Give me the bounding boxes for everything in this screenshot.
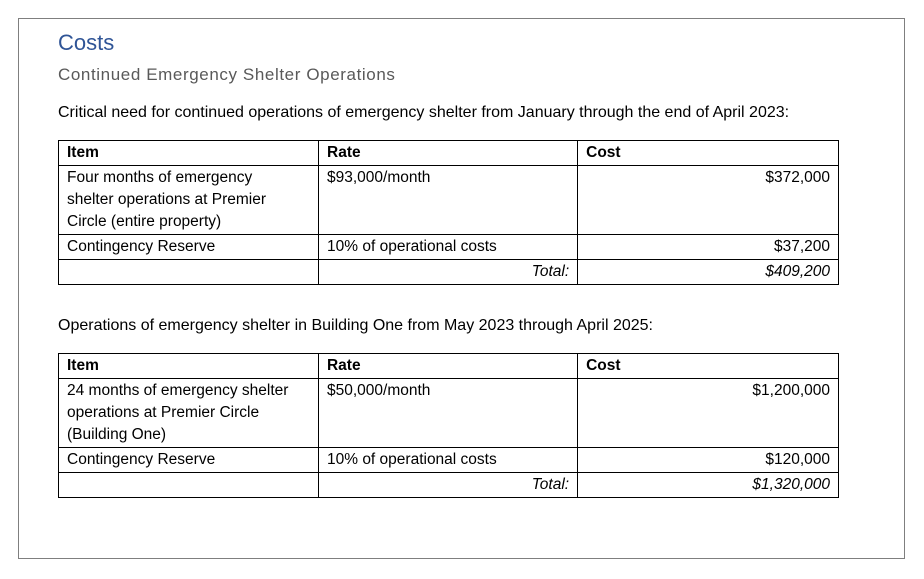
total-label: Total: [319, 260, 578, 285]
total-value: $1,320,000 [578, 473, 839, 498]
total-row [59, 473, 839, 498]
header-item: Item [59, 354, 319, 379]
row-item: 24 months of emergency shelter operations at Premier Circle (Building One) [59, 379, 319, 448]
header-cost: Cost [578, 141, 839, 166]
page-subtitle: Continued Emergency Shelter Operations [58, 65, 396, 84]
table-row [59, 448, 839, 473]
total-label: Total: [318, 473, 577, 498]
row-rate: $93,000/month [319, 166, 578, 235]
row-item: Four months of emergency shelter operations at Premier Circle (entire property) [59, 166, 319, 235]
total-row [59, 260, 839, 285]
table-header-row [59, 141, 839, 166]
row-rate: $50,000/month [318, 379, 577, 448]
cost-table-1 [58, 140, 839, 285]
row-cost: $120,000 [578, 448, 839, 473]
total-empty-cell [59, 260, 319, 285]
table-header-row [59, 354, 839, 379]
page-title: Costs [58, 30, 115, 55]
header-cost: Cost [578, 354, 839, 379]
row-cost: $372,000 [578, 166, 839, 235]
header-rate: Rate [319, 141, 578, 166]
row-item: Contingency Reserve [59, 448, 319, 473]
row-item: Contingency Reserve [59, 235, 319, 260]
cost-table-2 [58, 353, 839, 498]
total-value: $409,200 [578, 260, 839, 285]
table-row [59, 166, 839, 235]
row-cost: $37,200 [578, 235, 839, 260]
total-empty-cell [59, 473, 319, 498]
header-rate: Rate [318, 354, 577, 379]
header-item: Item [59, 141, 319, 166]
table-row [59, 379, 839, 448]
table-row [59, 235, 839, 260]
row-rate: 10% of operational costs [318, 448, 577, 473]
section1-intro: Critical need for continued operations of emergency shelter from January through the end of April 2023: [58, 104, 790, 121]
row-cost: $1,200,000 [578, 379, 839, 448]
section2-intro: Operations of emergency shelter in Building One from May 2023 through April 2025: [58, 317, 653, 334]
row-rate: 10% of operational costs [319, 235, 578, 260]
